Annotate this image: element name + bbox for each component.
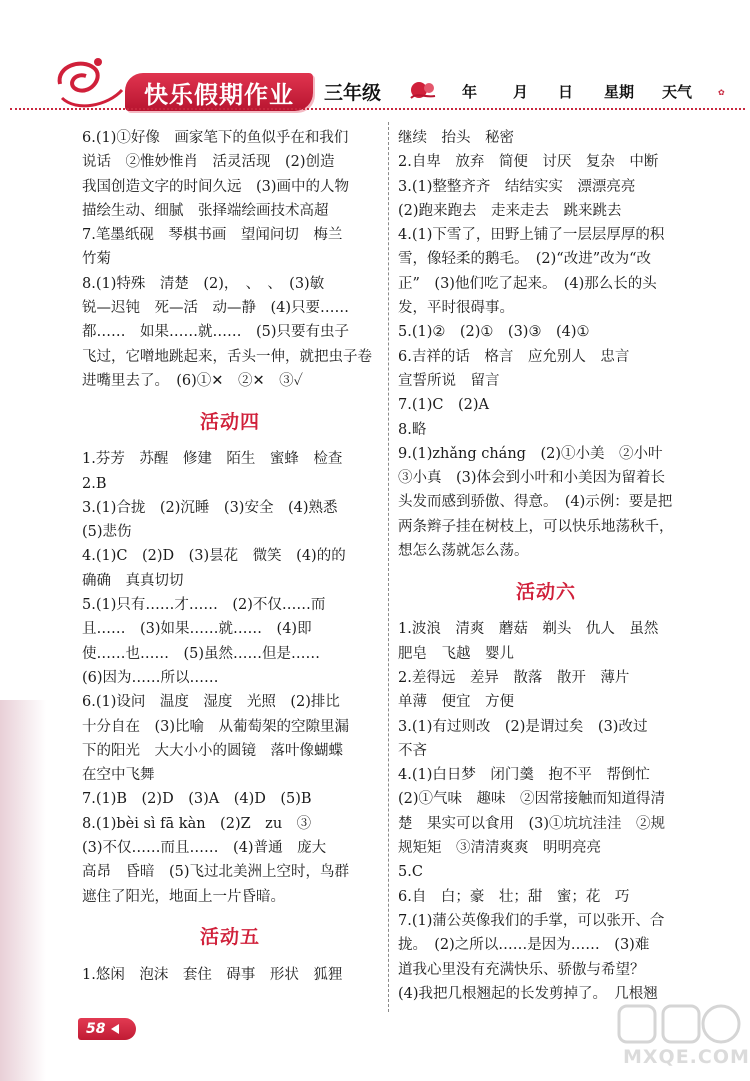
answer-line: 都…… 如果……就…… (5)只要有虫子 — [82, 324, 350, 341]
section-title-activity-6: 活动六 — [515, 580, 576, 603]
answer-line: 2.B — [82, 475, 107, 492]
flower-ornament-icon — [407, 78, 437, 102]
header-field-weekday: 星期 — [604, 83, 635, 101]
answer-line: 6.吉祥的话 格言 应允别人 忠言 — [398, 348, 630, 365]
answer-line: 我国创造文字的时间久远 (3)画中的人物 — [82, 178, 350, 195]
site-watermark — [615, 1000, 750, 1078]
answer-line: 遮住了阳光，地面上一片昏暗。 — [82, 888, 285, 905]
arrow-left-icon — [111, 1024, 119, 1034]
answer-line: 2.差得远 差异 散落 散开 薄片 — [398, 669, 630, 686]
answer-line: 说话 ②惟妙惟肖 活灵活现 (2)创造 — [82, 154, 335, 171]
answer-line: 8.(1)bèi sì fā kàn (2)Z zu ③ — [82, 815, 312, 832]
activity-5-continued-answers — [398, 126, 694, 563]
answer-line: ③小真 (3)体会到小叶和小美因为留着长 — [398, 470, 666, 487]
answer-line: 7.笔墨纸砚 琴棋书画 望闻问切 梅兰 — [82, 227, 343, 244]
answer-line: 5.(1)只有……才…… (2)不仅……而 — [82, 597, 326, 614]
answer-line: 进嘴里去了。 (6)①✕ ②✕ ③✓ — [82, 372, 303, 389]
answer-line: 飞过，它噌地跳起来，舌头一伸，就把虫子卷 — [82, 348, 372, 365]
answer-line: 锐—迟钝 死—活 动—静 (4)只要…… — [82, 300, 350, 317]
answer-line: 想怎么荡就怎么荡。 — [398, 543, 529, 560]
answer-line: 两条辫子挂在树枝上，可以快乐地荡秋千， — [398, 518, 674, 535]
answer-line: (2)①气味 趣味 ②因常接触而知道得清 — [398, 791, 666, 808]
header-title-banner — [125, 73, 313, 111]
answer-line: 6.自 白；豪 壮；甜 蜜；花 巧 — [398, 888, 630, 905]
header-field-weather: 天气 — [662, 83, 693, 101]
answer-line: 头发而感到骄傲、得意。 (4)示例：要是把 — [398, 494, 673, 511]
header-dotted-rule — [10, 108, 745, 110]
answer-line: (4)我把几根翘起的长发剪掉了。 几根翘 — [398, 985, 658, 1002]
activity-6-answers — [398, 617, 694, 1006]
answer-line: 发，平时很碍事。 — [398, 300, 514, 317]
answer-line: 确确 真真切切 — [82, 572, 184, 589]
answer-line: 拢。 (2)之所以……是因为…… (3)难 — [398, 937, 650, 954]
answer-line: (3)不仅……而且…… (4)普通 庞大 — [82, 840, 327, 857]
ribbon-swirl-icon — [52, 54, 126, 112]
answer-line: 5.(1)② (2)① (3)③ (4)① — [398, 324, 590, 341]
answer-line: 单薄 便宜 方便 — [398, 694, 514, 711]
answer-line: 4.(1)白日梦 闭门羹 抱不平 帮倒忙 — [398, 767, 650, 784]
header-corner-mark: ✿ — [718, 88, 725, 97]
answer-line: 7.(1)B (2)D (3)A (4)D (5)B — [82, 791, 312, 808]
answer-line: 2.自卑 放弃 简便 讨厌 复杂 中断 — [398, 154, 659, 171]
header-field-year: 年 — [462, 83, 478, 101]
answer-line: 1.波浪 清爽 蘑菇 剃头 仇人 虽然 — [398, 621, 659, 638]
answer-line: 4.(1)C (2)D (3)昙花 微笑 (4)的的 — [82, 548, 346, 565]
answer-line: 楚 果实可以食用 (3)①坑坑洼洼 ②规 — [398, 815, 666, 832]
answer-line: 3.(1)有过则改 (2)是谓过矣 (3)改过 — [398, 718, 648, 735]
watermark-logo-icon — [615, 1000, 747, 1048]
answer-line: 3.(1)合拢 (2)沉睡 (3)安全 (4)熟悉 — [82, 499, 338, 516]
answer-line: 7.(1)C (2)A — [398, 397, 489, 414]
activity-4-answers — [82, 447, 378, 909]
header-field-month: 月 — [513, 83, 529, 101]
answer-line: 雪，像轻柔的鹅毛。 (2)“改进”改为“改 — [398, 251, 652, 268]
answer-line: 5.C — [398, 864, 423, 881]
answer-line: 道我心里没有充满快乐、骄傲与希望？ — [398, 961, 645, 978]
watermark-text: MXQE.COM — [623, 1046, 750, 1068]
section-title-activity-4: 活动四 — [199, 410, 260, 433]
activity-5-answers — [82, 963, 378, 987]
answer-line: 规矩矩 ③清清爽爽 明明亮亮 — [398, 840, 601, 857]
answer-line: 6.(1)设问 温度 湿度 光照 (2)排比 — [82, 694, 340, 711]
answer-line: 8.(1)特殊 清楚 (2)， 、 、 (3)敏 — [82, 275, 325, 292]
answer-line: 1.悠闲 泡沫 套住 碍事 形状 狐狸 — [82, 966, 343, 983]
answer-line: 宣誓所说 留言 — [398, 372, 500, 389]
page-number-badge — [78, 1018, 136, 1040]
answer-line: 4.(1)下雪了，田野上铺了一层层厚厚的积 — [398, 227, 665, 244]
answer-line: 使……也…… (5)虽然……但是…… — [82, 645, 321, 662]
header-field-day: 日 — [558, 83, 574, 101]
answer-line: 7.(1)蒲公英像我们的手掌，可以张开、合 — [398, 912, 665, 929]
header-grade: 三年级 — [324, 82, 382, 104]
answer-line: 8.略 — [398, 421, 427, 438]
answer-line: 不吝 — [398, 742, 427, 759]
answer-line: 且…… (3)如果……就…… (4)即 — [82, 621, 312, 638]
answer-line: (6)因为……所以…… — [82, 669, 219, 686]
answer-line: 竹菊 — [82, 251, 111, 268]
answer-line: 3.(1)整整齐齐 结结实实 漂漂亮亮 — [398, 178, 636, 195]
answer-line: 正” (3)他们吃了起来。 (4)那么长的头 — [398, 275, 657, 292]
page-header — [0, 0, 750, 118]
left-column — [82, 126, 378, 987]
answer-line: 9.(1)zhǎng cháng (2)①小美 ②小叶 — [398, 445, 663, 462]
answer-line: 在空中飞舞 — [82, 767, 155, 784]
page-number: 58 — [86, 1021, 106, 1037]
answer-line: 高昂 昏暗 (5)飞过北美洲上空时，鸟群 — [82, 864, 350, 881]
right-column — [398, 126, 694, 1006]
answer-line: 下的阳光 大大小小的圆镜 落叶像蝴蝶 — [82, 742, 343, 759]
header-title: 快乐假期作业 — [144, 80, 294, 109]
answer-line: 描绘生动、细腻 张择端绘画技术高超 — [82, 202, 329, 219]
answer-line: (2)跑来跑去 走来走去 跳来跳去 — [398, 202, 622, 219]
left-answers-block — [82, 126, 378, 393]
section-title-activity-5: 活动五 — [199, 926, 260, 949]
answer-line: (5)悲伤 — [82, 524, 132, 541]
answer-line: 6.(1)①好像 画家笔下的鱼似乎在和我们 — [82, 130, 349, 146]
column-divider — [388, 122, 389, 1012]
answer-line: 1.芬芳 苏醒 修建 陌生 蜜蜂 检查 — [82, 451, 343, 468]
answer-line: 十分自在 (3)比喻 从葡萄架的空隙里漏 — [82, 718, 350, 735]
page-edge-tint — [0, 700, 46, 1081]
answer-line: 肥皂 飞越 婴儿 — [398, 645, 514, 662]
answer-line: 继续 抬头 秘密 — [398, 130, 514, 146]
